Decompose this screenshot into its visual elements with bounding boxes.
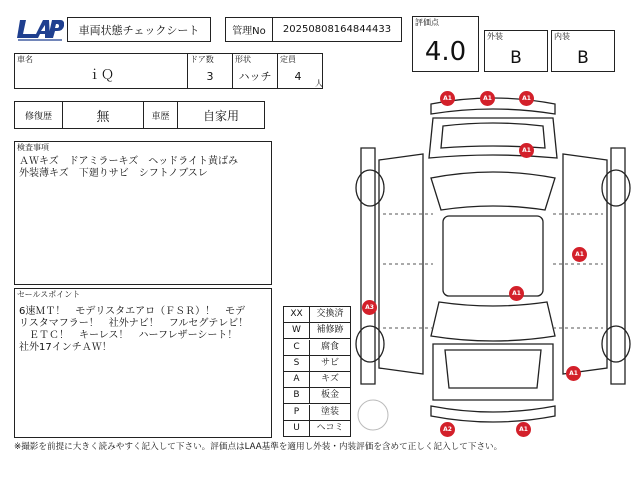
- damage-mark: A1: [440, 91, 455, 106]
- legend-code: W: [284, 323, 310, 338]
- doors-label: ドア数: [190, 55, 214, 64]
- mgmt-no-label: [225, 17, 273, 42]
- doors-value: 3: [206, 70, 214, 83]
- damage-mark: A1: [519, 143, 534, 158]
- usage-history-value: [177, 101, 265, 129]
- damage-mark: A1: [516, 422, 531, 437]
- legend-row: [284, 405, 350, 421]
- damage-mark: A1: [566, 366, 581, 381]
- capacity-label: 定員: [280, 55, 296, 64]
- legend-code: A: [284, 372, 310, 387]
- sheet-title: [67, 17, 211, 42]
- legend-row: [284, 421, 350, 437]
- damage-mark: A3: [362, 300, 377, 315]
- legend-code: U: [284, 421, 310, 436]
- damage-mark: A2: [440, 422, 455, 437]
- usage-history-value-text: 自家用: [202, 108, 239, 123]
- legend-table: [283, 306, 351, 437]
- legend-meaning: 塗装: [320, 406, 339, 417]
- repair-history-label-text: 修復歴: [24, 111, 52, 122]
- legend-row: [284, 307, 350, 323]
- inspection-label: 検査事項: [17, 143, 49, 152]
- capacity-value: 4: [294, 70, 302, 83]
- exterior-score-box: [484, 30, 548, 72]
- mgmt-no-label-text: 管理No: [232, 26, 266, 37]
- overall-score-label: 評価点: [415, 18, 439, 27]
- mgmt-no-value: [272, 17, 402, 42]
- legend-meaning: 交換済: [316, 309, 344, 319]
- capacity-unit: 人: [315, 79, 323, 88]
- legend-code: XX: [284, 307, 310, 322]
- overall-score-box: [412, 16, 479, 72]
- legend-code: S: [284, 356, 310, 371]
- repair-history-value: [62, 101, 144, 129]
- legend-row: [284, 356, 350, 372]
- footer-note: ※撮影を前提に大きく読みやすく記入して下さい。評価点はLAA基準を適用し外装・内装評価を含めて正しく記入して下さい。: [14, 442, 503, 452]
- legend-meaning: 板金: [320, 390, 339, 401]
- legend-meaning: キズ: [321, 374, 339, 384]
- damage-mark: A1: [480, 91, 495, 106]
- shape-cell: [232, 53, 278, 89]
- laa-logo: [16, 16, 64, 42]
- mgmt-no-value-text: 20250808164844433: [282, 24, 392, 35]
- title-text: 車両状態チェックシート: [78, 23, 200, 37]
- legend-row: [284, 340, 350, 356]
- sales-points-box: [14, 288, 272, 438]
- usage-history-label: [143, 101, 178, 129]
- interior-score-label: 内装: [554, 32, 570, 41]
- legend-meaning: 腐食: [320, 341, 339, 352]
- interior-score-box: [551, 30, 615, 72]
- overall-score-value: 4.0: [424, 37, 467, 67]
- damage-mark: A1: [509, 286, 524, 301]
- repair-history-label: [14, 101, 63, 129]
- repair-history-value-text: 無: [96, 109, 110, 125]
- car-damage-diagram: [353, 88, 633, 444]
- inspection-text: ＡＷキズ ドアミラーキズ ヘッドライト黄ばみ 外装薄キズ 下廻りサビ シフトノブスレ: [19, 156, 238, 179]
- legend-code: C: [284, 340, 310, 355]
- exterior-score-value: B: [510, 48, 522, 68]
- damage-mark: A1: [572, 247, 587, 262]
- exterior-score-label: 外装: [487, 32, 503, 41]
- legend-row: [284, 323, 350, 339]
- legend-code: P: [284, 405, 310, 420]
- legend-row: [284, 372, 350, 388]
- usage-history-label-text: 車歴: [151, 111, 170, 122]
- damage-mark: A1: [519, 91, 534, 106]
- shape-value: ハッチ: [238, 70, 272, 83]
- legend-row: [284, 388, 350, 404]
- doors-cell: [187, 53, 233, 89]
- inspection-box: [14, 141, 272, 285]
- sales-points-text: 6速ＭＴ！ モデリスタエアロ（ＦＳＲ）！ モデ リスタマフラー！ 社外ナビ！ フルセグテレビ！ ＥＴＣ！ キーレス！ ハーフレザーシート！ 社外17インチＡＷ！: [19, 306, 249, 353]
- capacity-cell: [277, 53, 323, 89]
- legend-meaning: ヘコミ: [316, 422, 344, 433]
- vehicle-name-cell: [14, 53, 188, 89]
- legend-meaning: サビ: [320, 357, 339, 368]
- vehicle-name-value: ｉＱ: [87, 68, 114, 83]
- sales-points-label: セールスポイント: [17, 290, 81, 299]
- vehicle-name-label: 車名: [17, 55, 33, 64]
- shape-label: 形状: [235, 55, 251, 64]
- legend-code: B: [284, 388, 310, 403]
- legend-meaning: 補修跡: [316, 325, 344, 336]
- interior-score-value: B: [577, 48, 589, 68]
